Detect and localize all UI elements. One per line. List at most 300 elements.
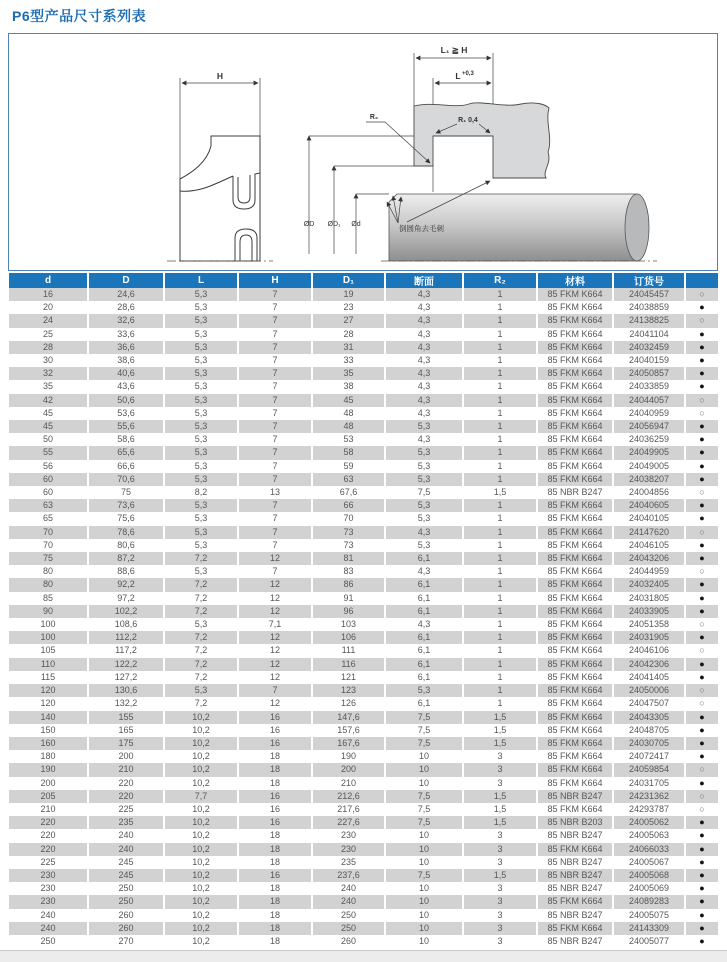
table-cell: 7 [238, 460, 312, 473]
table-cell: 10 [385, 763, 463, 776]
table-cell: 5,3 [164, 380, 238, 393]
table-cell: 7 [238, 314, 312, 327]
table-cell: 7 [238, 380, 312, 393]
table-cell: 24038207 [613, 473, 685, 486]
table-cell: 85 FKM K664 [537, 552, 613, 565]
table-cell: 230 [9, 882, 88, 895]
dim-label-l-tolerance: +0,3 [462, 71, 474, 77]
table-cell: 6,1 [385, 631, 463, 644]
table-cell: 6,1 [385, 605, 463, 618]
table-cell: 85 FKM K664 [537, 407, 613, 420]
table-row [9, 856, 718, 869]
table-cell: 24036259 [613, 433, 685, 446]
table-cell: 12 [238, 578, 312, 591]
table-cell: 235 [312, 856, 385, 869]
table-cell: 210 [88, 763, 164, 776]
table-cell: 7 [238, 341, 312, 354]
table-cell: 3 [463, 763, 537, 776]
table-cell: 1 [463, 367, 537, 380]
table-cell: 24032405 [613, 578, 685, 591]
table-cell: 24005068 [613, 869, 685, 882]
table-cell: 1 [463, 473, 537, 486]
table-row [9, 763, 718, 776]
availability-indicator: ● [699, 553, 705, 564]
table-cell: 12 [238, 671, 312, 684]
table-cell: 250 [9, 935, 88, 948]
table-cell: 4,3 [385, 328, 463, 341]
table-cell: 220 [88, 790, 164, 803]
table-cell: 210 [9, 803, 88, 816]
table-row [9, 552, 718, 565]
table-cell: 1 [463, 341, 537, 354]
table-cell: 7 [238, 512, 312, 525]
availability-indicator: ○ [699, 289, 705, 299]
table-cell: 28 [9, 341, 88, 354]
table-cell: 167,6 [312, 737, 385, 750]
table-cell: 73 [312, 526, 385, 539]
table-cell: 97,2 [88, 592, 164, 605]
availability-indicator: ○ [699, 645, 705, 656]
table-cell: 4,3 [385, 407, 463, 420]
table-cell: 24033905 [613, 605, 685, 618]
table-cell: 10 [385, 777, 463, 790]
table-cell: 7,2 [164, 552, 238, 565]
table-cell: 250 [88, 895, 164, 908]
table-row [9, 895, 718, 908]
table-cell: 85 FKM K664 [537, 394, 613, 407]
table-cell: 190 [9, 763, 88, 776]
table-cell: 91 [312, 592, 385, 605]
availability-indicator: ● [699, 658, 705, 669]
table-cell: 175 [88, 737, 164, 750]
table-cell: 24038859 [613, 301, 685, 314]
table-row [9, 724, 718, 737]
table-cell: 4,3 [385, 380, 463, 393]
table-cell: 4,3 [385, 565, 463, 578]
table-row [9, 328, 718, 341]
availability-indicator: ○ [699, 566, 705, 577]
table-cell: 5,3 [164, 341, 238, 354]
table-cell: 66 [312, 499, 385, 512]
header-cell: L [164, 273, 238, 288]
table-cell: 10 [385, 895, 463, 908]
table-cell: 235 [88, 816, 164, 829]
table-cell: 96 [312, 605, 385, 618]
table-cell: 7 [238, 328, 312, 341]
table-cell: 10,2 [164, 750, 238, 763]
table-cell: 1 [463, 433, 537, 446]
table-cell: 24051358 [613, 618, 685, 631]
table-row [9, 618, 718, 631]
table-cell: 19 [312, 288, 385, 301]
table-cell: 10 [385, 922, 463, 935]
table-cell: 85 FKM K664 [537, 328, 613, 341]
label-dia-D: ØD [303, 221, 315, 228]
table-cell: 10,2 [164, 856, 238, 869]
availability-indicator: ○ [699, 394, 705, 405]
availability-indicator: ○ [699, 685, 705, 696]
table-cell: 147,6 [312, 711, 385, 724]
table-cell: 1 [463, 658, 537, 671]
table-row [9, 935, 718, 948]
table-cell: 33 [312, 354, 385, 367]
table-cell: 230 [312, 829, 385, 842]
header-cell: d [9, 273, 88, 288]
table-cell: 85 FKM K664 [537, 684, 613, 697]
table-cell: 260 [88, 909, 164, 922]
header-cell: H [238, 273, 312, 288]
table-row [9, 341, 718, 354]
availability-indicator: ○ [699, 526, 705, 537]
table-cell: 1 [463, 407, 537, 420]
table-cell: 24030705 [613, 737, 685, 750]
table-cell: 28 [312, 328, 385, 341]
table-row [9, 882, 718, 895]
table-cell: 55 [9, 446, 88, 459]
table-cell: 10 [385, 935, 463, 948]
table-cell: 85 FKM K664 [537, 671, 613, 684]
table-row [9, 367, 718, 380]
table-cell: 3 [463, 829, 537, 842]
table-cell: 80 [9, 565, 88, 578]
table-row [9, 301, 718, 314]
table-cell: 58,6 [88, 433, 164, 446]
table-cell: 5,3 [164, 367, 238, 380]
seal-cross-section-figure [167, 71, 273, 261]
table-cell: 23 [312, 301, 385, 314]
table-cell: 7 [238, 473, 312, 486]
table-row [9, 446, 718, 459]
table-cell: 3 [463, 750, 537, 763]
table-cell: 5,3 [385, 460, 463, 473]
table-cell: 27 [312, 314, 385, 327]
table-cell: 10,2 [164, 882, 238, 895]
table-cell: 24072417 [613, 750, 685, 763]
table-cell: 260 [88, 922, 164, 935]
table-row [9, 565, 718, 578]
dim-label-l: L [455, 71, 461, 81]
table-cell: 90 [9, 605, 88, 618]
table-cell: 85 NBR B203 [537, 816, 613, 829]
table-cell: 10 [385, 829, 463, 842]
table-cell: 150 [9, 724, 88, 737]
table-cell: 7,2 [164, 631, 238, 644]
availability-indicator: ● [699, 751, 705, 762]
table-row [9, 803, 718, 816]
table-cell: 1,5 [463, 790, 537, 803]
table-cell: 4,3 [385, 301, 463, 314]
table-cell: 130,6 [88, 684, 164, 697]
table-cell: 245 [88, 856, 164, 869]
table-cell: 24138825 [613, 314, 685, 327]
table-cell: 18 [238, 777, 312, 790]
table-row [9, 499, 718, 512]
deburr-note: 倒圆角去毛刺 [399, 224, 444, 233]
table-cell: 7 [238, 354, 312, 367]
table-cell: 121 [312, 671, 385, 684]
table-cell: 8,2 [164, 486, 238, 499]
table-cell: 1 [463, 499, 537, 512]
table-cell: 24049905 [613, 446, 685, 459]
table-cell: 24059854 [613, 763, 685, 776]
table-cell: 65 [9, 512, 88, 525]
table-cell: 24231362 [613, 790, 685, 803]
table-cell: 35 [9, 380, 88, 393]
table-cell: 18 [238, 895, 312, 908]
table-cell: 180 [9, 750, 88, 763]
table-row [9, 354, 718, 367]
table-cell: 16 [238, 711, 312, 724]
table-cell: 60 [9, 486, 88, 499]
table-cell: 24,6 [88, 288, 164, 301]
table-body [9, 288, 718, 948]
table-cell: 10,2 [164, 737, 238, 750]
table-cell: 56 [9, 460, 88, 473]
table-cell: 245 [88, 869, 164, 882]
table-cell: 132,2 [88, 697, 164, 710]
table-cell: 48 [312, 407, 385, 420]
table-cell: 75 [88, 486, 164, 499]
label-dia-d: Ød [351, 221, 361, 228]
table-cell: 5,3 [164, 354, 238, 367]
table-cell: 24143309 [613, 922, 685, 935]
table-cell: 12 [238, 592, 312, 605]
table-cell: 1 [463, 328, 537, 341]
table-cell: 85 FKM K664 [537, 763, 613, 776]
table-cell: 220 [9, 843, 88, 856]
table-row [9, 314, 718, 327]
table-cell: 1 [463, 605, 537, 618]
table-cell: 108,6 [88, 618, 164, 631]
table-cell: 7 [238, 539, 312, 552]
table-cell: 85 NBR B247 [537, 856, 613, 869]
table-cell: 10,2 [164, 777, 238, 790]
table-row [9, 539, 718, 552]
table-cell: 10,2 [164, 922, 238, 935]
table-cell: 10 [385, 750, 463, 763]
table-cell: 190 [312, 750, 385, 763]
table-cell: 60 [9, 473, 88, 486]
table-cell: 24041405 [613, 671, 685, 684]
table-cell: 45 [9, 407, 88, 420]
table-cell: 225 [9, 856, 88, 869]
table-cell: 7 [238, 367, 312, 380]
table-cell: 5,3 [164, 473, 238, 486]
table-cell: 53,6 [88, 407, 164, 420]
availability-indicator: ○ [699, 619, 705, 630]
availability-indicator: ● [699, 777, 705, 788]
table-cell: 63 [9, 499, 88, 512]
table-cell: 1 [463, 671, 537, 684]
table-cell: 85 FKM K664 [537, 605, 613, 618]
table-cell: 7,5 [385, 816, 463, 829]
table-cell: 24005062 [613, 816, 685, 829]
table-cell: 10,2 [164, 895, 238, 908]
header-cell: D₁ [312, 273, 385, 288]
table-row [9, 578, 718, 591]
dimension-table [9, 273, 718, 948]
table-cell: 24031705 [613, 777, 685, 790]
table-cell: 5,3 [164, 499, 238, 512]
table-row [9, 592, 718, 605]
table-cell: 10,2 [164, 711, 238, 724]
table-cell: 24147620 [613, 526, 685, 539]
table-cell: 85 FKM K664 [537, 288, 613, 301]
table-cell: 5,3 [164, 539, 238, 552]
table-cell: 16 [238, 803, 312, 816]
availability-indicator: ● [699, 302, 705, 313]
table-cell: 24044057 [613, 394, 685, 407]
table-cell: 12 [238, 644, 312, 657]
availability-indicator: ● [699, 579, 705, 590]
table-cell: 1 [463, 684, 537, 697]
table-cell: 55,6 [88, 420, 164, 433]
table-cell: 7 [238, 420, 312, 433]
table-cell: 200 [312, 763, 385, 776]
table-cell: 24005075 [613, 909, 685, 922]
table-cell: 5,3 [164, 407, 238, 420]
table-cell: 1 [463, 512, 537, 525]
table-cell: 210 [312, 777, 385, 790]
table-cell: 1,5 [463, 869, 537, 882]
table-cell: 24005077 [613, 935, 685, 948]
table-cell: 58 [312, 446, 385, 459]
table-cell: 155 [88, 711, 164, 724]
table-cell: 85 FKM K664 [537, 724, 613, 737]
table-cell: 260 [312, 935, 385, 948]
table-row [9, 816, 718, 829]
table-cell: 88,6 [88, 565, 164, 578]
table-cell: 18 [238, 843, 312, 856]
table-cell: 1 [463, 539, 537, 552]
table-cell: 1 [463, 618, 537, 631]
technical-drawing [9, 34, 717, 270]
table-cell: 85 FKM K664 [537, 301, 613, 314]
table-cell: 24005063 [613, 829, 685, 842]
table-cell: 1 [463, 380, 537, 393]
table-cell: 85 FKM K664 [537, 618, 613, 631]
table-cell: 10,2 [164, 724, 238, 737]
table-cell: 85 FKM K664 [537, 380, 613, 393]
table-cell: 10,2 [164, 843, 238, 856]
table-cell: 24031905 [613, 631, 685, 644]
header-cell: R₂ [463, 273, 537, 288]
availability-indicator: ● [699, 711, 705, 722]
table-cell: 87,2 [88, 552, 164, 565]
table-cell: 220 [88, 777, 164, 790]
availability-indicator: ○ [699, 790, 705, 801]
table-cell: 85 FKM K664 [537, 803, 613, 816]
table-row [9, 922, 718, 935]
table-row [9, 909, 718, 922]
table-cell: 120 [9, 684, 88, 697]
table-cell: 32 [9, 367, 88, 380]
table-cell: 10,2 [164, 869, 238, 882]
table-cell: 5,3 [164, 684, 238, 697]
table-cell: 1 [463, 420, 537, 433]
table-cell: 12 [238, 658, 312, 671]
table-cell: 5,3 [164, 301, 238, 314]
table-cell: 100 [9, 618, 88, 631]
table-cell: 5,3 [164, 460, 238, 473]
table-cell: 24040959 [613, 407, 685, 420]
availability-indicator: ● [699, 434, 705, 445]
page-title: P6型产品尺寸系列表 [12, 8, 147, 24]
table-cell: 12 [238, 697, 312, 710]
table-cell: 240 [88, 843, 164, 856]
availability-indicator: ○ [699, 803, 705, 814]
availability-indicator: ● [699, 592, 705, 603]
table-row [9, 460, 718, 473]
table-cell: 1 [463, 526, 537, 539]
table-cell: 10 [385, 882, 463, 895]
table-cell: 70 [312, 512, 385, 525]
table-cell: 7,7 [164, 790, 238, 803]
table-cell: 85 FKM K664 [537, 565, 613, 578]
table-cell: 7,5 [385, 711, 463, 724]
table-cell: 85 NBR B247 [537, 486, 613, 499]
table-cell: 80 [9, 578, 88, 591]
table-cell: 7,2 [164, 644, 238, 657]
table-row [9, 697, 718, 710]
table-cell: 7 [238, 565, 312, 578]
table-cell: 24031805 [613, 592, 685, 605]
table-row [9, 433, 718, 446]
table-cell: 18 [238, 922, 312, 935]
table-cell: 85 FKM K664 [537, 354, 613, 367]
table-cell: 4,3 [385, 354, 463, 367]
table-cell: 10 [385, 856, 463, 869]
table-cell: 240 [312, 882, 385, 895]
availability-indicator: ● [699, 737, 705, 748]
availability-indicator: ○ [699, 698, 705, 709]
table-cell: 85 FKM K664 [537, 737, 613, 750]
table-cell: 24050006 [613, 684, 685, 697]
table-cell: 122,2 [88, 658, 164, 671]
table-cell: 73 [312, 539, 385, 552]
table-cell: 33,6 [88, 328, 164, 341]
table-cell: 100 [9, 631, 88, 644]
table-cell: 86 [312, 578, 385, 591]
table-cell: 230 [9, 895, 88, 908]
availability-indicator: ● [699, 460, 705, 471]
table-cell: 5,3 [164, 314, 238, 327]
table-cell: 5,3 [164, 433, 238, 446]
table-row [9, 777, 718, 790]
availability-indicator: ○ [699, 487, 705, 498]
table-cell: 85 FKM K664 [537, 895, 613, 908]
table-cell: 7 [238, 446, 312, 459]
table-cell: 5,3 [164, 288, 238, 301]
table-cell: 1 [463, 631, 537, 644]
table-cell: 18 [238, 856, 312, 869]
table-cell: 85 FKM K664 [537, 658, 613, 671]
table-cell: 140 [9, 711, 88, 724]
table-cell: 24042306 [613, 658, 685, 671]
table-cell: 1 [463, 697, 537, 710]
table-cell: 112,2 [88, 631, 164, 644]
table-cell: 6,1 [385, 592, 463, 605]
table-cell: 85 NBR B247 [537, 909, 613, 922]
table-header-row [9, 273, 718, 288]
table-cell: 165 [88, 724, 164, 737]
availability-indicator: ● [699, 922, 705, 933]
table-cell: 5,3 [385, 499, 463, 512]
table-cell: 18 [238, 935, 312, 948]
table-cell: 1 [463, 644, 537, 657]
availability-indicator: ● [699, 381, 705, 392]
table-cell: 12 [238, 631, 312, 644]
